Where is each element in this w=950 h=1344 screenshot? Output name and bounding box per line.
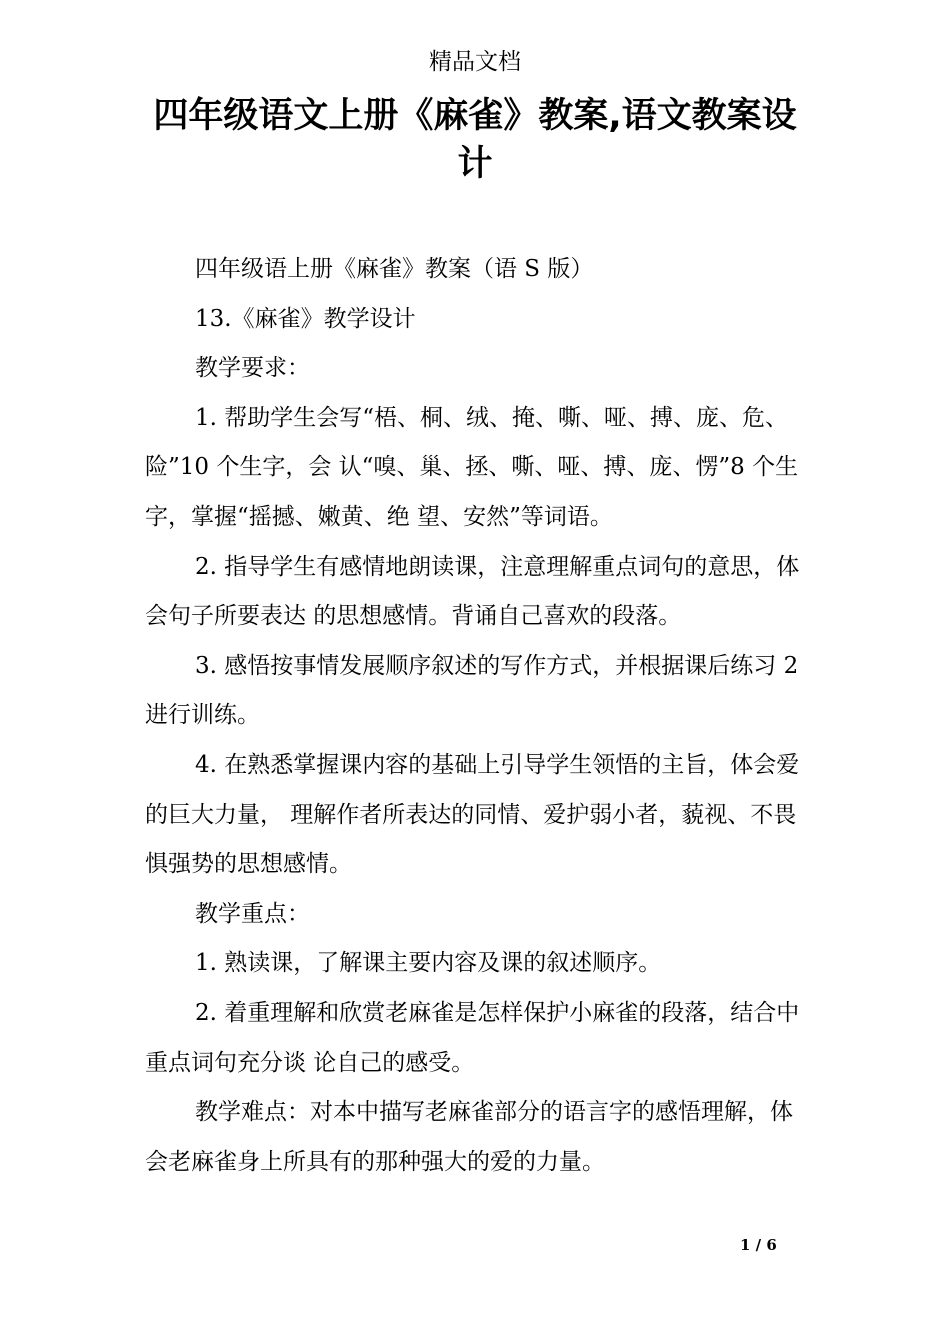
paragraph-difficulty: 教学难点：对本中描写老麻雀部分的语言字的感悟理解，体会老麻雀身上所具有的那种强大的爱的力量。	[145, 1099, 793, 1175]
paragraph-requirement-4: 4. 在熟悉掌握课内容的基础上引导学生领悟的主旨，体会爱的巨大力量， 理解作者所表达的同情、爱护弱小者，藐视、不畏惧强势的思想感情。	[145, 751, 800, 878]
paragraph-requirement-3: 3. 感悟按事情发展顺序叙述的写作方式，并根据课后练习 2 进行训练。	[145, 652, 799, 729]
paragraph-key-point-1: 1. 熟读课，了解课主要内容及课的叙述顺序。	[195, 950, 662, 977]
paragraph-requirement-2: 2. 指导学生有感情地朗读课，注意理解重点词句的意思，体会句子所要表达 的思想感情。背诵自己喜欢的段落。	[145, 553, 800, 630]
page-number: 1 / 6	[740, 1236, 777, 1254]
document-title: 四年级语文上册《麻雀》教案,语文教案设计	[153, 96, 797, 184]
paragraph-subtitle: 四年级语上册《麻雀》教案（语 S 版）	[195, 256, 594, 282]
page-header: 精品文档	[429, 49, 521, 75]
paragraph-requirement-1: 1. 帮助学生会写“梧、桐、绒、掩、嘶、哑、搏、庞、危、险”10 个生字，会 认“嗅、巢、拯、嘶、哑、搏、庞、愣”8 个生字，掌握“摇撼、嫩黄、绝 望、安然”等词语。	[145, 404, 799, 530]
paragraph-key-point-2: 2. 着重理解和欣赏老麻雀是怎样保护小麻雀的段落，结合中重点词句充分谈 论自己的感受。	[145, 999, 800, 1076]
paragraph-key-points-heading: 教学重点：	[195, 900, 310, 927]
paragraph-lesson-title: 13.《麻雀》教学设计	[195, 305, 416, 332]
document-body	[145, 245, 815, 1187]
paragraph-requirements-heading: 教学要求：	[195, 355, 310, 382]
